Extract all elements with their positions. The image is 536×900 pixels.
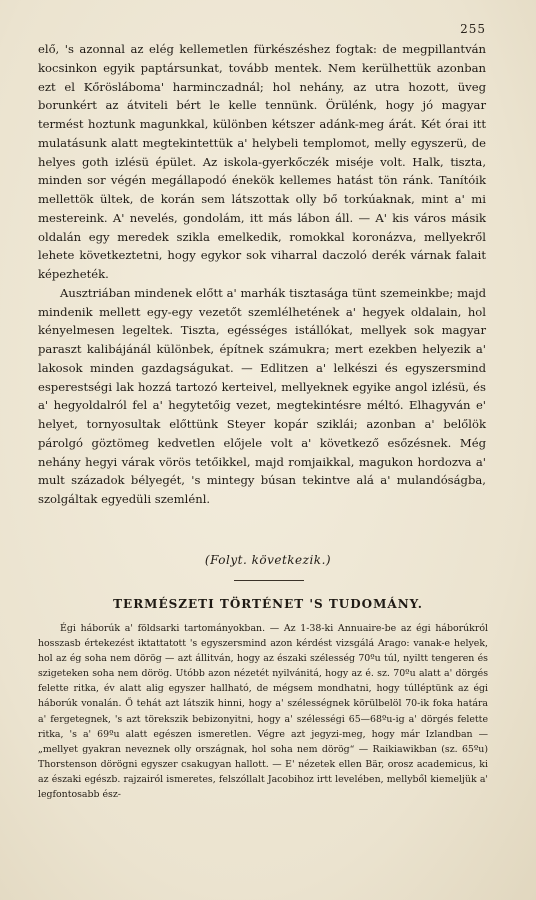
paragraph: Ausztriában mindenek előtt a' marhák tisztasága tünt szemeinkbe; majd mindenik mellett egy-egy vezetőt szemlélhetének a' hegyek oldalain, hol kényelmesen legeltek. Tiszta, egésséges istállókat, mellyek sok magyar paraszt kalibájánál különbek, építnek számukra; mert ezekben helyezik a' lakosok minden gazdagságukat. — Edlitzen a' lelkészi és egyszersmind esperestségi lak hozzá tartozó kerteivel, mellyeknek egyike angol izlésü, és a' hegyoldalról fel a' hegytetőig vezet, megtekintésre méltó. Elhagyván e' helyet, tornyosultak előttünk Steyer kopár sziklái; azonban a' belőlök párolgó göztömeg kedvetlen előjele volt a' következő esőzésnek. Még nehány hegyi várak vörös tetőikkel, majd romjaikkal, magukon hordozva a' mult századok bélyegét, 's mintegy búsan tekintve alá a' mulandóságba, szolgáltak egyedüli szemlénl. — [38, 285, 486, 506]
continuation-note: (Folyt. következik.) — [204, 553, 332, 567]
small-print-text — [38, 621, 488, 802]
divider — [234, 580, 304, 581]
paragraph: Égi háborúk a' földsarki tartományokban. — Az 1-38-ki Annuaire-be az égi háborúkról hosszasb értekezést iktattatott 's egyszersmind azon kérdést vizsgálá Arago: vanak-e helyek, hol az ég soha nem dörög — azt állitván, hogy az északi szélesség 70ºu túl, nyiltt tengeren és szigeteken soha nem dörög. Utóbb azon nézetét nyilvánitá, hogy az é. sz. 70ºu alatt a' dörgés felette ritka, év alatt alig egyszer hallható, de mégsem mondhatni, hogy túlléptünk az égi háborúk vonalán. Ő tehát azt látszik hinni, hogy a' szélességnek körülbelöl 70-ik foka határa a' fergetegnek, 's azt törekszik bebizonyitni, hogy a' szélességi 65—68ºu-ig a' dörgés felette ritka, 's a' 69ºu alatt egészen ismeretlen. Végre azt jegyzi-meg, hogy már Izlandban — „mellyet gyakran neveznek olly országnak, hol soha nem dörög“ — Raikiawikban (sz. 65ºu) Thorstenson dörögni egyszer csakugyan hallott. — E' nézetek ellen Bär, orosz academicus, ki az északi egészb. rajzairól ismeretes, felszóllalt Jacobihoz irtt levelében, mellyből kiemeljük a' legfontosabb ész- — [38, 623, 488, 801]
section-heading: TERMÉSZETI TÖRTÉNET 'S TUDOMÁNY. — [113, 597, 423, 611]
paragraph: elő, 's azonnal az elég kellemetlen fürkészéshez fogtak: de megpillantván kocsinkon egyik paptársunkat, tovább mentek. Nem kerülhettük azonban ezt el Kőrösláboma' harminczadnál; hol nehány, az utra hozott, üveg borunkért az átviteli bért le kelle tennünk. Örülénk, hogy jó magyar termést hoztunk magunkkal, különben kétszer adánk-meg árát. Két órai itt mulatásunk alatt megtekintettük a' helybeli templomot, melly egyszerü, de helyes goth izlésü épület. Az iskola-gyerkőczék miséje volt. Halk, tiszta, minden sor végén megállapodó énekök kellemes hatást tön ránk. Tanítóik mellettök ültek, de korán sem látszottak olly bő torkúaknak, mint a' mi mestereink. A' nevelés, gondolám, itt más lábon áll. — A' kis város másik oldalán egy meredek szikla emelkedik, romokkal koronázva, mellyekről lehete következtetni, hogy egykor sok viharral daczoló derék várnak falait képezheték. — [38, 42, 486, 281]
page-number: 255 — [460, 22, 486, 36]
main-text — [38, 40, 486, 509]
